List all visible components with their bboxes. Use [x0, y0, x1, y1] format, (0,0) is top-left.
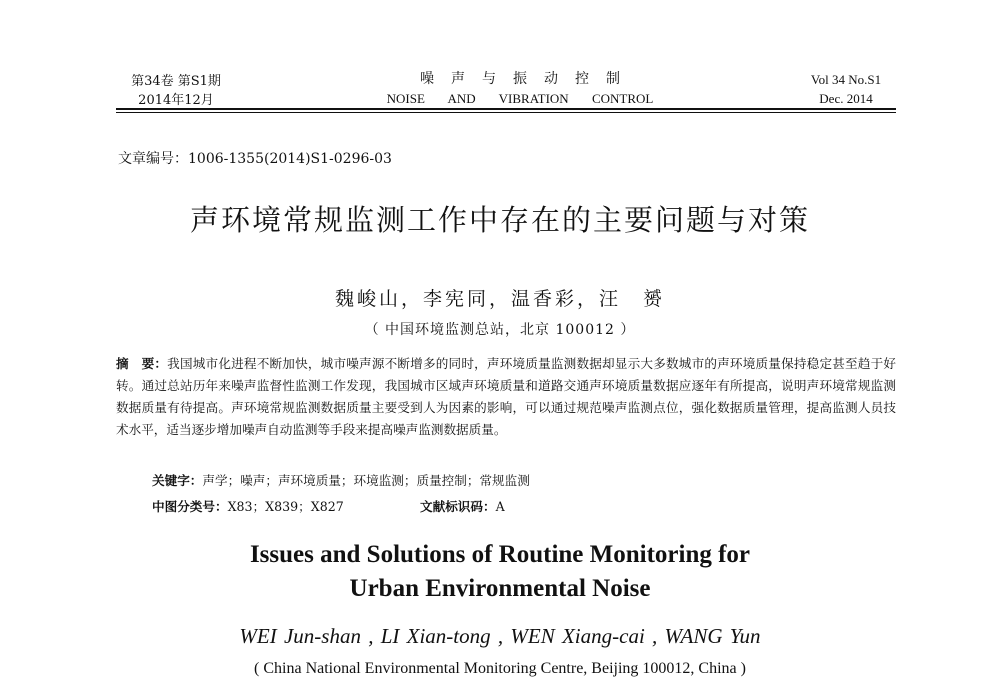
clc-number: [152, 496, 344, 515]
header-rule-thin: [116, 112, 896, 113]
clc-label: 中图分类号：: [152, 499, 228, 514]
paper-title-en-line1: Issues and Solutions of Routine Monitoring for: [249, 541, 751, 568]
affiliation-en: ( China National Environmental Monitoring Centre, Beijing 100012, China ): [254, 660, 746, 677]
document-code: [420, 496, 505, 515]
abstract-text: 我国城市化进程不断加快，城市噪声源不断增多的同时，声环境质量监测数据却显示大多数城市的声环境质量保持稳定甚至趋于好转。通过总站历年来噪声监督性监测工作发现，我国城市区域声环境质量和道路交通声环境质量数据应逐年有所提高，说明声环境常规监测数据质量有待提高。声环境常规监测数据质量主要受到人为因素的影响，可以通过规范噪声监测点位，强化数据质量管理，提高监测人员技术水平，适当逐步增加噪声自动监测等手段来提高噪声监测数据质量。: [116, 356, 897, 437]
authors-en: WEI Jun-shan , LI Xian-tong , WEN Xiang-cai , WANG Yun: [239, 624, 761, 648]
journal-header: [0, 0, 1000, 130]
publication-date-en: Dec. 2014: [819, 91, 873, 106]
journal-name-en: NOISE AND VIBRATION CONTROL: [386, 91, 654, 106]
volume-issue: [114, 72, 238, 110]
abstract-label: 摘 要：: [116, 356, 168, 371]
affiliation-zh: （ 中国环境监测总站，北京 100012 ）: [364, 322, 636, 338]
volume-issue-en: [796, 70, 896, 108]
authors-zh: 魏峻山，李宪同，温香彩，汪 赟: [334, 288, 665, 310]
keywords-label: 关键字：: [152, 473, 203, 488]
abstract-zh: [116, 353, 896, 441]
doc-code-text: A: [495, 499, 505, 514]
keywords-text: 声学；噪声；声环境质量；环境监测；质量控制；常规监测: [202, 473, 530, 488]
paper-title-en: [0, 538, 1000, 606]
paper-title-zh: 声环境常规监测工作中存在的主要问题与对策: [189, 203, 810, 237]
doc-code-label: 文献标识码：: [420, 499, 496, 514]
clc-text: X83；X839；X827: [227, 499, 344, 514]
volume-issue-zh: 第34卷 第S1期: [131, 74, 221, 89]
keywords: [152, 470, 530, 489]
volume-number-en: Vol 34 No.S1: [810, 72, 882, 87]
publication-date-zh: 2014年12月: [138, 93, 214, 108]
paper-title-en-line2: Urban Environmental Noise: [349, 575, 651, 602]
header-rule-thick: [116, 108, 896, 110]
article-number: 文章编号：1006-1355(2014)S1-0296-03: [118, 151, 392, 167]
journal-name: [330, 70, 710, 108]
journal-name-zh: 噪声与振动控制: [420, 71, 637, 87]
